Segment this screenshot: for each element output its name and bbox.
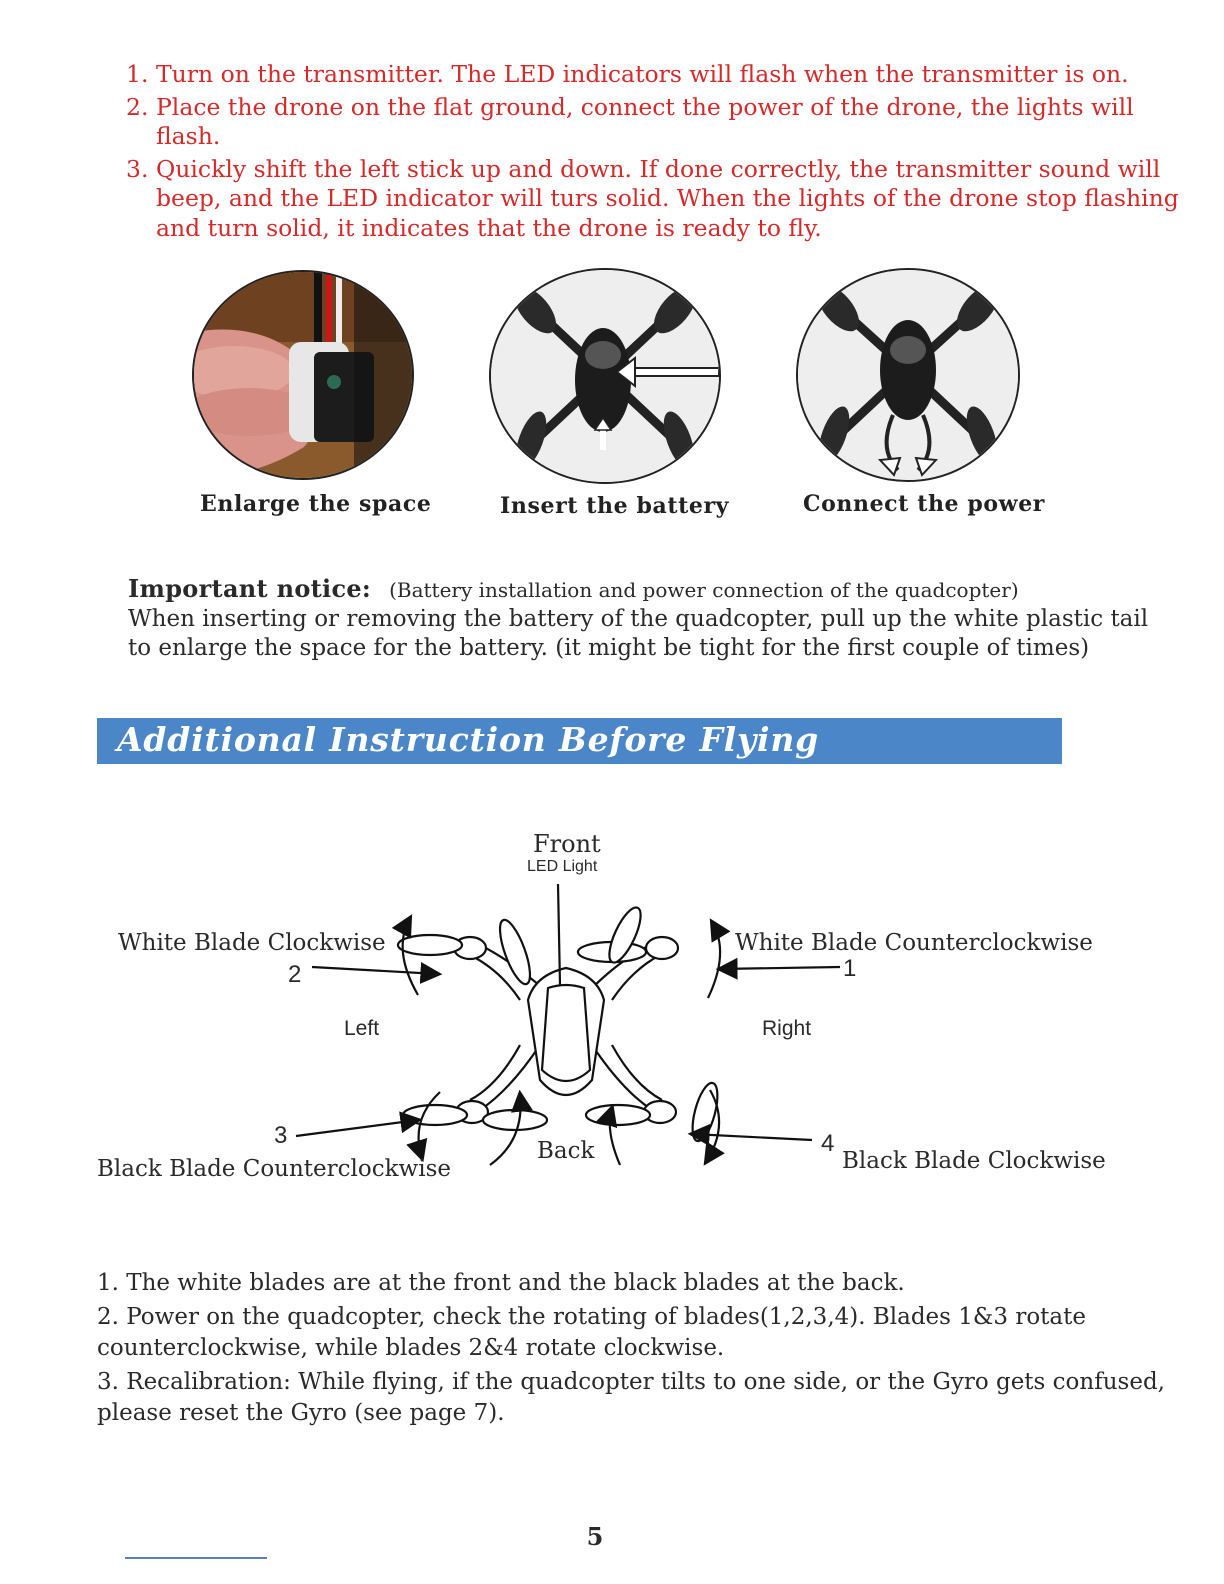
leader-arrow-3: [296, 1120, 418, 1136]
note-1: 1. The white blades are at the front and the black blades at the back.: [97, 1270, 905, 1296]
caption-connect-power: Connect the power: [803, 491, 1045, 517]
drone-top-photo: [491, 270, 719, 482]
leader-arrow-2: [312, 967, 438, 974]
label-blade-3: Black Blade Counterclockwise: [97, 1156, 451, 1182]
rotation-arrow-1: [708, 922, 720, 998]
caption-insert-battery: Insert the battery: [500, 493, 730, 519]
important-notice: [128, 574, 1168, 663]
section-title: Additional Instruction Before Flying: [117, 720, 819, 759]
photo-enlarge-space: [192, 270, 414, 480]
step-text: Quickly shift the left stick up and down. If done correctly, the transmitter sound will beep, and the LED indicator will turs solid. When the lights of the drone stop flashing and turn solid, it indicates that the drone is ready to fly.: [156, 154, 1179, 242]
drone-body: [528, 968, 604, 1095]
propeller-3b: [483, 1110, 547, 1130]
section-banner: [97, 718, 1062, 764]
leader-arrow-1: [720, 967, 840, 969]
blade-number-4: 4: [821, 1130, 835, 1157]
blade-number-3: 3: [274, 1122, 288, 1149]
setup-steps: [126, 60, 1186, 246]
notice-body: When inserting or removing the battery of the quadcopter, pull up the white plastic tail to enlarge the space for the battery. (it might be tight for the first couple of times): [128, 606, 1149, 661]
photo-connect-power: [796, 268, 1020, 482]
propeller-3a: [403, 1105, 467, 1125]
label-right: Right: [762, 1017, 812, 1040]
blade-number-2: 2: [288, 961, 302, 988]
step-number: 3.: [126, 154, 149, 183]
label-back: Back: [537, 1138, 595, 1164]
caption-enlarge-space: Enlarge the space: [200, 491, 432, 517]
label-blade-1: White Blade Counterclockwise: [735, 930, 1093, 956]
propeller-4a: [586, 1105, 650, 1125]
step-1: [126, 60, 1186, 90]
back-left-arm: [470, 1045, 540, 1110]
step-text: Place the drone on the flat ground, connect the power of the drone, the lights will flash.: [156, 92, 1134, 150]
notice-title: Important notice:: [128, 574, 372, 603]
step-number: 1.: [126, 60, 149, 88]
label-blade-2: White Blade Clockwise: [118, 930, 386, 956]
leader-arrow-4: [692, 1134, 812, 1140]
motor-1: [646, 937, 678, 959]
propeller-2a: [398, 935, 462, 955]
quadcopter-diagram: [0, 780, 1224, 1210]
blade-number-1: 1: [843, 955, 857, 982]
footer-line: [125, 1557, 267, 1559]
note-2: 2. Power on the quadcopter, check the rotating of blades(1,2,3,4). Blades 1&3 rotate counterclockwise, while blades 2&4 rotate clockwise.: [97, 1304, 1086, 1361]
rotation-arrow-2: [403, 918, 418, 995]
step-number: 2.: [126, 92, 149, 121]
label-left: Left: [344, 1017, 380, 1040]
page-number: 5: [586, 1522, 604, 1551]
notice-subtitle: (Battery installation and power connection of the quadcopter): [389, 578, 1019, 602]
drone-power-photo: [798, 270, 1018, 480]
label-led-light: LED Light: [527, 858, 598, 875]
note-3: 3. Recalibration: While flying, if the quadcopter tilts to one side, or the Gyro gets confused, please reset the Gyro (see page 7).: [97, 1369, 1165, 1426]
label-blade-4: Black Blade Clockwise: [842, 1148, 1106, 1174]
label-front: Front: [533, 830, 601, 858]
flying-notes: [97, 1268, 1177, 1432]
step-3: [126, 155, 1186, 244]
hand-photo-illustration: [194, 272, 412, 478]
back-right-arm: [592, 1045, 662, 1110]
step-2: [126, 93, 1186, 152]
step-text: Turn on the transmitter. The LED indicators will flash when the transmitter is on.: [156, 60, 1129, 88]
photo-insert-battery: [489, 268, 721, 484]
